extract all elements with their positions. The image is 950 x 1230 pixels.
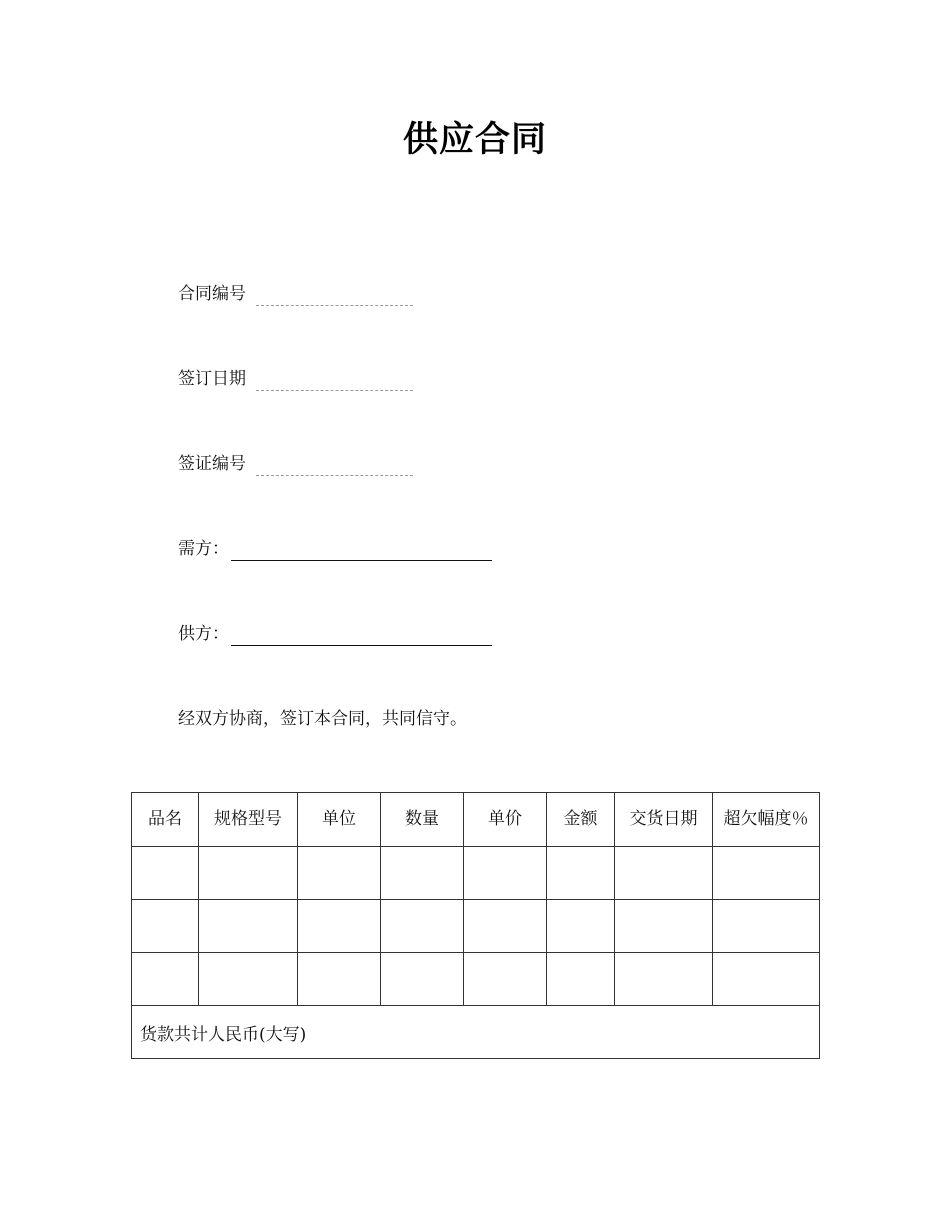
- header-spec-model: 规格型号: [199, 793, 298, 847]
- table-cell[interactable]: [199, 900, 298, 953]
- table-cell[interactable]: [464, 900, 547, 953]
- table-row: [132, 847, 820, 900]
- signing-date-blank[interactable]: [256, 373, 413, 391]
- table-header-row: [132, 793, 820, 847]
- table-cell[interactable]: [199, 847, 298, 900]
- intro-paragraph: 经双方协商，签订本合同，共同信守。: [178, 709, 467, 729]
- signing-date-field: [178, 367, 413, 391]
- table-cell[interactable]: [381, 847, 464, 900]
- table-cell[interactable]: [464, 847, 547, 900]
- table-cell[interactable]: [547, 953, 615, 1006]
- signing-date-label: 签订日期: [178, 369, 246, 389]
- table-cell[interactable]: [615, 847, 713, 900]
- supplier-label: 供方：: [178, 624, 229, 644]
- table-cell[interactable]: [713, 953, 820, 1006]
- visa-number-blank[interactable]: [256, 458, 413, 476]
- table-cell[interactable]: [199, 953, 298, 1006]
- table-cell[interactable]: [298, 900, 381, 953]
- visa-number-field: [178, 452, 413, 476]
- visa-number-label: 签证编号: [178, 454, 246, 474]
- document-title: 供应合同: [402, 120, 547, 160]
- table-cell[interactable]: [381, 900, 464, 953]
- header-quantity: 数量: [381, 793, 464, 847]
- table-cell[interactable]: [547, 847, 615, 900]
- buyer-label: 需方：: [178, 539, 229, 559]
- table-row: [132, 900, 820, 953]
- table-cell[interactable]: [381, 953, 464, 1006]
- header-amount: 金额: [547, 793, 615, 847]
- supplier-field: [178, 622, 492, 646]
- buyer-blank[interactable]: [231, 542, 492, 561]
- total-row: [132, 1006, 820, 1059]
- contract-number-label: 合同编号: [178, 284, 246, 304]
- table-row: [132, 953, 820, 1006]
- header-unit: 单位: [298, 793, 381, 847]
- header-product-name: 品名: [132, 793, 199, 847]
- table-cell[interactable]: [713, 900, 820, 953]
- header-tolerance: 超欠幅度％: [713, 793, 820, 847]
- goods-table: [131, 792, 820, 1059]
- table-cell[interactable]: [464, 953, 547, 1006]
- table-cell[interactable]: [713, 847, 820, 900]
- total-amount-label[interactable]: 货款共计人民币(大写): [132, 1006, 820, 1059]
- table-cell[interactable]: [132, 847, 199, 900]
- table-cell[interactable]: [132, 900, 199, 953]
- header-unit-price: 单价: [464, 793, 547, 847]
- contract-number-blank[interactable]: [256, 288, 413, 306]
- supplier-blank[interactable]: [231, 627, 492, 646]
- table-cell[interactable]: [132, 953, 199, 1006]
- contract-number-field: [178, 282, 413, 306]
- table-cell[interactable]: [298, 847, 381, 900]
- table-cell[interactable]: [547, 900, 615, 953]
- table-cell[interactable]: [615, 953, 713, 1006]
- header-delivery-date: 交货日期: [615, 793, 713, 847]
- buyer-field: [178, 537, 492, 561]
- table-cell[interactable]: [298, 953, 381, 1006]
- table-cell[interactable]: [615, 900, 713, 953]
